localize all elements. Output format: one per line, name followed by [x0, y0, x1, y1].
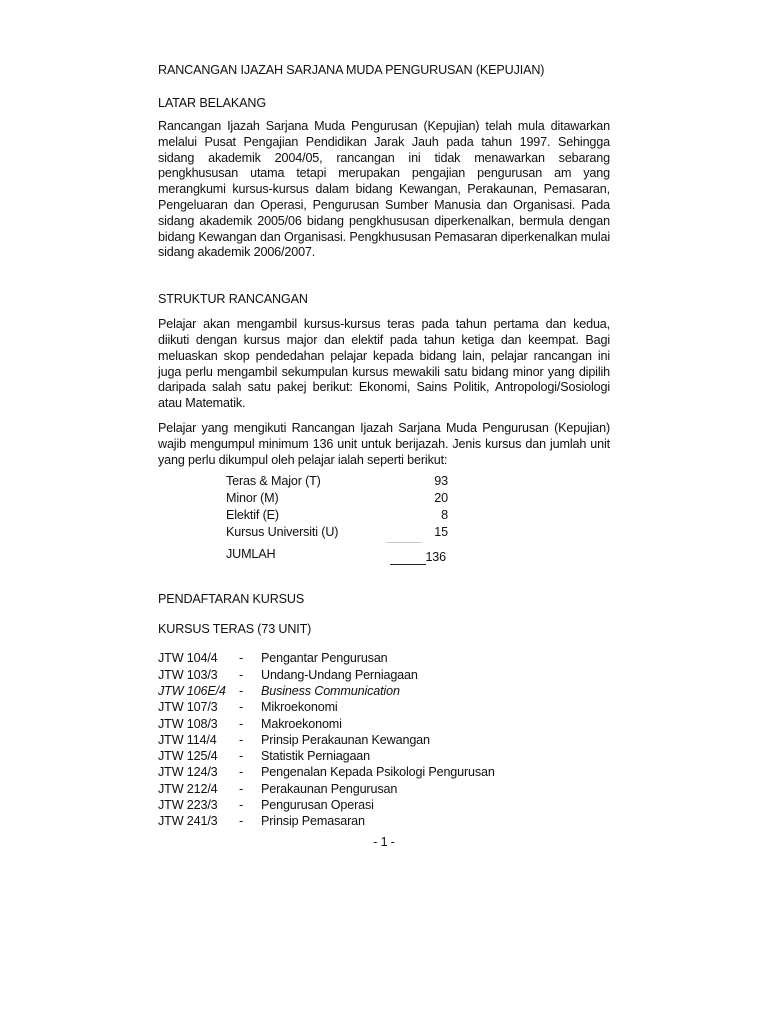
course-row: [158, 651, 610, 667]
structure-paragraph-2: Pelajar yang mengikuti Rancangan Ijazah Sarjana Muda Pengurusan (Kepujian) wajib mengumpul minimum 136 unit untuk berijazah. Jenis kursus dan jumlah unit yang perlu dikumpul oleh pelajar ialah seperti berikut:: [158, 420, 610, 467]
unit-label: Teras & Major (T): [226, 474, 321, 489]
course-code: JTW 114/4: [158, 732, 217, 747]
course-name: Statistik Perniagaan: [261, 749, 371, 764]
course-dash: -: [239, 683, 244, 698]
course-row: [158, 684, 610, 700]
document-title: RANCANGAN IJAZAH SARJANA MUDA PENGURUSAN (KEPUJIAN): [158, 63, 545, 77]
course-row: [158, 717, 610, 733]
unit-requirements-table: [226, 474, 448, 582]
course-dash: -: [239, 749, 244, 764]
course-dash: -: [239, 814, 244, 829]
course-dash: -: [239, 781, 244, 796]
course-code: JTW 124/3: [158, 765, 218, 780]
unit-label: Kursus Universiti (U): [226, 525, 339, 540]
structure-paragraph-1: Pelajar akan mengambil kursus-kursus teras pada tahun pertama dan kedua, diikuti dengan kursus major dan elektif pada tahun ketiga dan keempat. Bagi meluaskan skop pendedahan pelajar kepada bidang lain, pelajar rancangan ini juga perlu mengambil sekumpulan kursus mewakili satu bidang minor yang dipilih daripada salah satu pakej berikut: Ekonomi, Sains Politik, Antropologi/Sosiologi atau Matematik.: [158, 317, 610, 411]
course-name: Pengurusan Operasi: [261, 798, 374, 813]
unit-label: Elektif (E): [226, 508, 279, 523]
course-dash: -: [239, 732, 244, 747]
registration-heading: PENDAFTARAN KURSUS: [158, 592, 305, 607]
course-code: JTW 107/3: [158, 700, 218, 715]
unit-row: [226, 474, 448, 490]
course-code: JTW 103/3: [158, 667, 218, 682]
total-label: JUMLAH: [226, 547, 276, 562]
course-name: Prinsip Pemasaran: [261, 814, 365, 829]
course-name: Makroekonomi: [261, 716, 342, 731]
unit-value: 15: [434, 525, 448, 540]
total-divider-top: [386, 542, 422, 543]
course-code: JTW 241/3: [158, 814, 218, 829]
course-dash: -: [239, 700, 244, 715]
total-value: 136: [425, 550, 446, 565]
course-name: Prinsip Perakaunan Kewangan: [261, 732, 430, 747]
unit-value: 8: [441, 508, 448, 523]
unit-value: 20: [434, 491, 448, 506]
course-name: Pengenalan Kepada Psikologi Pengurusan: [261, 765, 495, 780]
course-dash: -: [239, 667, 244, 682]
unit-row: [226, 525, 448, 541]
course-name: Pengantar Pengurusan: [261, 651, 388, 666]
course-code: JTW 125/4: [158, 749, 218, 764]
course-name: Perakaunan Pengurusan: [261, 781, 398, 796]
unit-label: Minor (M): [226, 491, 279, 506]
background-paragraph: Rancangan Ijazah Sarjana Muda Pengurusan (Kepujian) telah mula ditawarkan melalui Pusat Pengajian Pendidikan Jarak Jauh pada tahun 1997. Sehingga sidang akademik 2004/05, rancangan ini tidak menawarkan sebarang pengkhususan utama tetapi merupakan pengajian pengurusan am yang merangkumi kursus-kursus dalam bidang Kewangan, Perakaunan, Pemasaran, Pengeluaran dan Operasi, Pengurusan Sumber Manusia dan Organisasi. Pada sidang akademik 2005/06 bidang pengkhususan diperkenalkan, bermula dengan bidang Kewangan dan Organisasi. Pengkhususan Pemasaran diperkenalkan mulai sidang akademik 2006/2007.: [158, 119, 610, 260]
course-code: JTW 104/4: [158, 651, 218, 666]
unit-row: [226, 491, 448, 507]
course-name: Mikroekonomi: [261, 700, 338, 715]
course-dash: -: [239, 765, 244, 780]
course-row: [158, 733, 610, 749]
course-row: [158, 782, 610, 798]
course-code: JTW 212/4: [158, 781, 218, 796]
course-row: [158, 798, 610, 814]
total-row: [226, 547, 446, 565]
unit-value: 93: [434, 474, 448, 489]
course-row: [158, 749, 610, 765]
course-dash: -: [239, 716, 244, 731]
course-code: JTW 223/3: [158, 798, 218, 813]
course-name: Business Communication: [261, 683, 400, 698]
course-row: [158, 668, 610, 684]
course-code: JTW 108/3: [158, 716, 218, 731]
core-courses-list: [158, 651, 610, 830]
course-row: [158, 814, 610, 830]
course-name: Undang-Undang Perniagaan: [261, 667, 418, 682]
background-heading: LATAR BELAKANG: [158, 96, 267, 110]
structure-heading: STRUKTUR RANCANGAN: [158, 292, 308, 307]
total-divider-bottom: [390, 564, 426, 565]
core-courses-heading: KURSUS TERAS (73 UNIT): [158, 622, 312, 637]
course-row: [158, 765, 610, 781]
document-page: [158, 62, 610, 831]
page-number: - 1 -: [373, 835, 395, 849]
course-dash: -: [239, 798, 244, 813]
unit-row: [226, 508, 448, 524]
course-code: JTW 106E/4: [158, 683, 226, 698]
course-row: [158, 700, 610, 716]
course-dash: -: [239, 651, 244, 666]
